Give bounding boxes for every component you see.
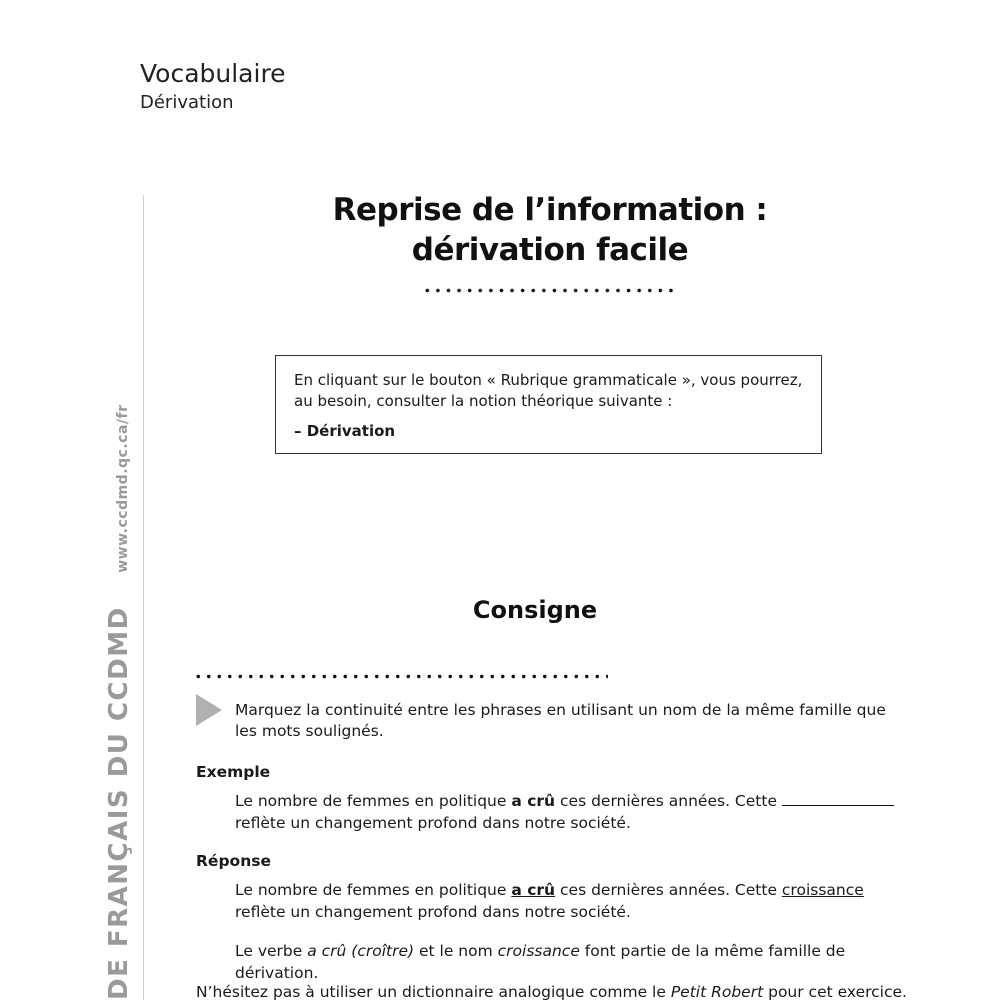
play-arrow-icon	[196, 694, 222, 726]
sidebar-publisher: DE FRANÇAIS DU CCDMD	[104, 606, 134, 1000]
reponse-answer: croissance	[781, 881, 864, 899]
footer-book: Petit Robert	[670, 983, 764, 1000]
reponse-text	[235, 879, 905, 923]
footer-part1: N’hésitez pas à utiliser un dictionnaire analogique comme le	[196, 983, 671, 1000]
sidebar-watermark	[104, 404, 134, 1000]
exemple-part1: Le nombre de femmes en politique	[235, 792, 512, 810]
reponse-part3: reflète un changement profond dans notre société.	[235, 903, 631, 921]
explain-part2: et le nom	[414, 942, 498, 960]
info-box-bullet: – Dérivation	[294, 422, 396, 440]
exemple-label: Exemple	[196, 763, 271, 781]
info-box	[275, 355, 822, 454]
header-category: Vocabulaire	[140, 59, 286, 88]
consigne-dotted-rule	[193, 674, 608, 679]
info-box-line2: au besoin, consulter la notion théorique suivante :	[294, 392, 673, 410]
exemple-keyword: a crû	[511, 792, 556, 810]
consigne-heading: Consigne	[472, 596, 598, 624]
footer-note	[196, 983, 907, 1000]
footer-part2: pour cet exercice.	[763, 983, 907, 1000]
explain-part1: Le verbe	[235, 942, 308, 960]
header	[140, 60, 286, 113]
title-dotted-rule	[422, 288, 677, 293]
exemple-text	[235, 790, 905, 834]
info-box-line1: En cliquant sur le bouton « Rubrique grammaticale », vous pourrez,	[294, 371, 803, 389]
page-title-line1: Reprise de l’information :	[332, 192, 768, 228]
exemple-part2: ces dernières années. Cette	[555, 792, 782, 810]
reponse-part2: ces dernières années. Cette	[555, 881, 782, 899]
side-divider	[143, 195, 144, 1000]
explain-noun: croissance	[497, 942, 580, 960]
consigne-instruction: Marquez la continuité entre les phrases en utilisant un nom de la même famille que les mots soulignés.	[235, 701, 886, 740]
reponse-label: Réponse	[196, 852, 271, 870]
reponse-explanation	[235, 940, 905, 984]
sidebar-url: www.ccdmd.qc.ca/fr	[115, 404, 131, 573]
page-title-line2: dérivation facile	[411, 232, 689, 268]
reponse-part1: Le nombre de femmes en politique	[235, 881, 512, 899]
page-title	[300, 190, 800, 270]
exemple-part3: reflète un changement profond dans notre société.	[235, 814, 631, 832]
explain-verb: a crû (croître)	[307, 942, 415, 960]
exemple-blank	[782, 791, 894, 806]
header-subcategory: Dérivation	[140, 91, 234, 113]
reponse-keyword: a crû	[511, 881, 556, 899]
explain-part3: font partie de la même famille de dérivation.	[235, 942, 846, 982]
